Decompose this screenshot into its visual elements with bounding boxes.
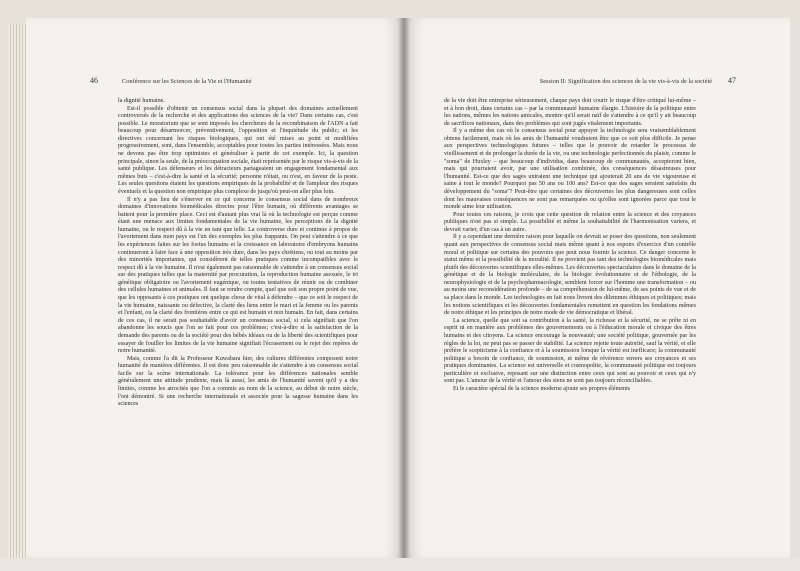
paragraph: Pour toutes ces raisons, je crois que cette question de relation entre la science et des croyances publiques n'est pas si simple. La possibilité et même la souhaitabilité de l'harmonisation variera, et devrait varier, d'un cas à un autre. [444,211,696,233]
book-gutter [398,18,410,558]
right-page-number: 47 [728,76,736,85]
right-running-head: Session II: Signification des sciences de la vie vis-à-vis de la société [539,78,712,85]
paragraph: Il y a même des cas où le consensus social pour appuyer la technologie sera vraisemblablement obtenu facilement, mais où les amis de l'humanité voudraient être que ce soit plus difficile. Je pense aux perspectives technologiques futures – telles que le pouvoir de retarder le processus de vieillissement et de prolonger la durée de la vie, ou une technologie perfectionnée du plaisir, comme le "soma" de Huxley – que beaucoup d'individus, dans beaucoup de communautés, accepteront bien, mais qui pourraient avoir, par une utilisation combinée, des conséquences désastreuses pour l'humanité. Est-ce que des sages uniraient une technique qui ajouterait 20 ans de vie vigoureuse et saine à tout le monde? Pourquoi pas 50 ans ou 100 ans? Est-ce que des sages seraient satisfaits du développement du "soma"? Peut-être que certaines des découvertes les plus dangereuses sont celles dont les mauvaises conséquences ne sont pas remarquées ou qu'elles sont ignorées parce que tout le monde aime leur utilisation. [444,128,696,211]
left-page [26,18,404,558]
left-running-head: Conférence sur les Sciences de la Vie et l'Humanité [122,78,252,85]
paragraph: Et le caractère spécial de la science moderne ajoute ses propres éléments [453,385,631,392]
paragraph: Il n'y a pas lieu de s'énerver en ce qui concerne le consensus social dans de nombreux domaines d'innovations biomédicales directes pour l'être humain, où différents avantages se battent pour la première place. Ceci est d'autant plus vrai là où la technologie est perçue comme étant une menace aux limites fondamentales de la vie humaine, les perceptions de la dignité humaine, ou le respect dû à la vie en tant que telle. La controverse dure et continue à propos de l'avortement dans mon pays est l'un des exemples les plus frappants. On peut s'attendre à ce que les expériences faites sur les foetus humains et la croissance en laboratoire d'embryons humains continueront à faire face à une opposition très dure, dans les pays chrétiens, ou tout au moins par des minorités importantes, qui considèrent de telles pratiques comme incompatibles avec le respect dû à la vie humaine. Il n'est également pas raisonnable de s'attendre à un consensus social sur des pratiques telles que la maternité par procuration, la reproduction humaine asexuée, le tri génétique obligatoire ou l'avortement eugénique, ou toutes tentatives de réunir ou de combiner des cellules humaines et animales. Il faut se rendre compte, quel que soit son propre point de vue, que les opposants à ces pratiques ont quelque chose de vital à défendre – que ce soit le respect de la vie humaine, naissante ou défective, la clarté des liens entre le mari et la femme ou les parents et l'enfant, ou la clarté des frontières entre ce qui est humain et non humain. En fait, dans certains de ces cas, il ne serait pas souhaitable d'avoir un consensus social, si cela signifiait que l'on abandonne les soucis que l'on se fait pour ces problèmes; c'est-à-dire si la satisfaction de la demande des parents ou de la société pour des bébés idéaux ou de la liberté des scientifiques pour essayer de fouiller les limites de la vie humaine signifiait l'écrasement ou le rejet des repères de notre humanité. [118,196,358,355]
left-page-number: 46 [90,76,98,85]
right-body-text [444,98,696,394]
desk-surface [0,558,800,571]
left-body-text [118,98,358,409]
right-page [404,18,790,558]
paragraph: la dignité humaine. [118,98,165,104]
paragraph: de la vie doit être entreprise sérieusement, chaque pays doit courir le risque d'être critiqué lui-même – et à bon droit, dans certains cas – par la communauté humaine élargie. L'histoire de la politique entre les nations, mêmes les nations amicales, montre qu'il serait naïf de s'attendre à ce qu'il y ait beaucoup de sacrifices nationaux, dans des problèmes qui sont jugés vitalement importants. [444,98,696,127]
paragraph: La science, quelle que soit sa contribution à la santé, la richesse et la sécurité, ne se prête ni en esprit ni en manière aux problèmes des gouvernements ou à l'éducation morale et civique des êtres humains et des citoyens. La science encourage la nouveauté; une société politique, gouvernée par les règles de la loi, ne peut pas se passer de stabilité. La science rejette toute autorité, sauf la vérité, et elle préfère le scepticisme à la confiance et à la soumission lorsque la vérité est inefficace; la communauté politique a besoin de confiance, de soumission, et même de révérence envers ses croyances et ses pratiques dominantes. La science est universelle et cosmopolite, la communauté politique est toujours particulière et exclusive, reposant sur une distinction entre ceux qui sont au pouvoir et ceux qui n'y sont pas. L'amour de la vérité et l'amour des siens ne sont pas toujours réconciliables. [444,317,696,385]
paragraph: Mais, comme l'a dit la Professeur Kuwabara hier, des cultures différentes composent notre humanité de manières différentes. Il est donc peu raisonnable de s'attendre à un consensus social facile sur la scène internationale. La tolérance pour les différences nationales semble généralement une attitude prudente, mais là aussi, les amis de l'humanité savent qu'il y a des limites, comme les atrocités que l'on a commis au nom de la science, au début de notre siècle, l'ont démontré. Si une recherche internationale et associée pour la sagesse humaine dans les sciences [118,355,358,408]
paragraph: Il y a cependant une dernière raison pour laquelle on devrait se poser des questions, non seulement quant aux perspectives de consensus social mais même quant à nos espoirs d'exercice d'un contrôle moral et politique sur certains des pouvoirs que peut nous fournir la science. Ce danger concerne le statut même et la possibilité de la moralité. Il ne provient pas tant des technologies biomédicales mais plutôt des découvertes scientifiques elles-mêmes. Les découvertes spectaculaires dans le domaine de la génétique et de la biologie moléculaire, de la biologie évolutionnaire et de l'éthologie, de la neurophysiologie et de la psychopharmacologie, semblent forcer sur l'homme une transformation – ou au moins une reconsidération profonde – de sa compréhension de lui-même, de ses points de vue et de sa place dans le monde. Les technologies en fait nous livrent des dilemmes éthiques et politiques; mais les notions scientifiques et les découvertes fondamentales remettent en question les fondations mêmes de notre éthique et les principes de notre mode de vie démocratique et libéral. [444,234,696,317]
paragraph: Est-il possible d'obtenir un consensus social dans la plupart des domaines actuellement controversés de la recherche et des applications des sciences de la vie? Dans certains cas, c'est possible. Le moratorium que se sont imposés les chercheurs de la recombinaison de l'ADN a fait beaucoup pour désarmorcer, préventivement, l'opposition et l'inquiétude du public; et les directives concernant les risques biologiques, qui ont été mises au point et modifiées progressivement, sont, dans l'ensemble, acceptables pour toutes les parties intéressées. Mais nous ne devons pas être trop optimistes et généraliser à partir de cet exemple. Ici, la question principale, sinon la seule, de la préoccupation sociale, était représentée par le risque vis-à-vis de la santé publique. Les défenseurs et les détracteurs partageaient un engagement fondamental aux mêmes buts – c'est-à-dire la santé et la sécurité; personne n'était, ou n'est, en faveur de la peste. Les seules questions étaient les questions empiriques de la probabilité et de l'ampleur des risques éventuels et la question non empirique plus complexe de jusqu'où peut-on aller plus loin. [118,105,358,195]
